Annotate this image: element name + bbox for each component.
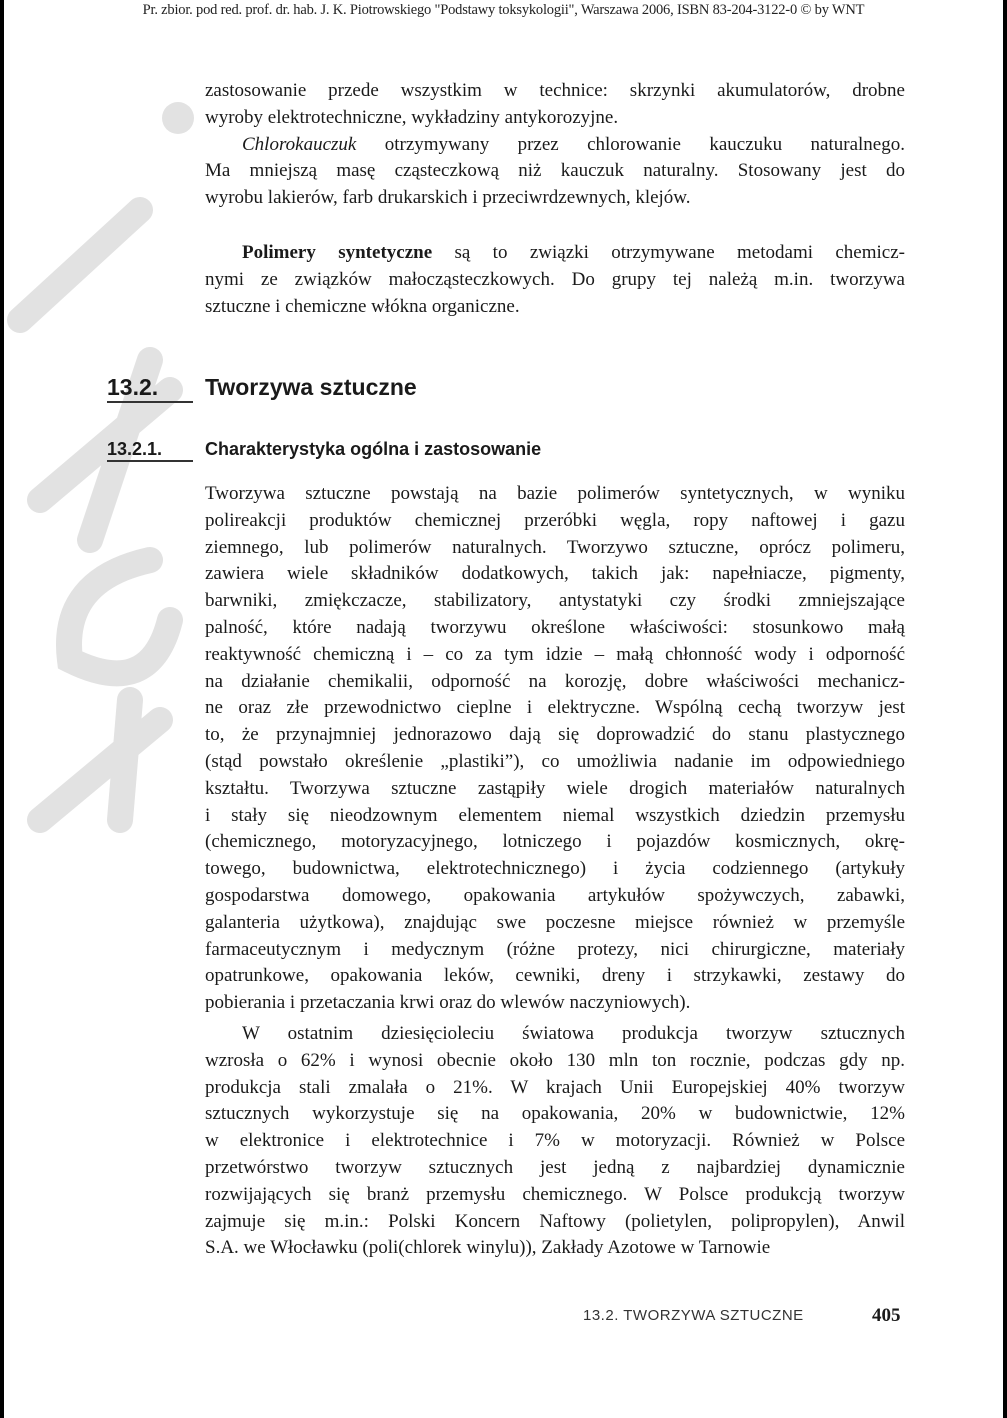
paragraph: [205, 481, 905, 1017]
text-line: nymi ze związków małocząsteczkowych. Do grupy tej należą m.in. tworzywa: [205, 268, 905, 290]
section-heading: [107, 374, 417, 403]
text-line: zajmuje się m.in.: Polski Koncern Naftowy (polietylen, polipropylen), Anwil: [205, 1210, 905, 1232]
page-header: Pr. zbior. pod red. prof. dr. hab. J. K. Piotrowskiego "Podstawy toksykologii", Warszawa 2006, ISBN 83-204-3122-0 © by WNT: [142, 2, 865, 18]
text-line: sztuczne i chemiczne włókna organiczne.: [205, 295, 520, 317]
text-line: sztucznych wykorzystuje się na opakowania, 20% w budownictwie, 12%: [205, 1103, 905, 1125]
text-line: towego, budownictwa, elektrotechnicznego) i życia codziennego (artykuły: [205, 858, 905, 880]
text-line: w elektronice i elektrotechnice i 7% w motoryzacji. Również w Polsce: [205, 1130, 905, 1152]
text-line: palność, które nadają tworzywu określone właściwości: stosunkowo małą: [205, 616, 905, 638]
text-line: Tworzywa sztuczne powstają na bazie polimerów syntetycznych, w wyniku: [205, 483, 905, 504]
paragraph: [205, 78, 905, 212]
text-line: na działanie chemikalii, odporność na korozję, dobre właściwości mechanicz-: [205, 670, 905, 692]
text-line: farmaceutycznym i medycznym (różne protezy, nici chirurgiczne, materiały: [205, 938, 905, 960]
page-number: 405: [872, 1305, 901, 1326]
text-line: (stąd powstało określenie „plastiki”), co umożliwia nadanie im odpowiedniego: [205, 750, 905, 772]
text-line: rozwijających się branż przemysłu chemicznego. W Polsce produkcją tworzyw: [205, 1183, 905, 1205]
subsection-heading: [107, 439, 542, 462]
italic-term: Chlorokauczuk: [242, 133, 357, 155]
text-line: zawiera wiele składników dodatkowych, takich jak: napełniacze, pigmenty,: [205, 563, 905, 585]
text-line: wzrosła o 62% i wynosi obecnie około 130 mln ton rocznie, podczas gdy np.: [205, 1049, 905, 1071]
paragraph: [205, 1021, 905, 1262]
text-line: pobierania i przetaczania krwi oraz do wlewów naczyniowych).: [205, 992, 691, 1014]
section-title: Tworzywa sztuczne: [205, 374, 417, 400]
running-title: 13.2. TWORZYWA SZTUCZNE: [583, 1307, 804, 1324]
text-line: (chemicznego, motoryzacyjnego, lotniczego i pojazdów kosmicznych, okrę-: [205, 831, 905, 853]
text-fragment: otrzymywany przez chlorowanie kauczuku naturalnego.: [356, 133, 905, 155]
text-line: i stały się nieodzownym elementem niemal wszystkich dziedzin przemysłu: [205, 804, 905, 826]
text-line: zastosowanie przede wszystkim w technice: skrzynki akumulatorów, drobne: [205, 80, 905, 101]
text-line: S.A. we Włocławku (poli(chlorek winylu)), Zakłady Azotowe w Tarnowie: [205, 1237, 771, 1259]
text-line: Ma mniejszą masę cząsteczkową niż kauczuk naturalny. Stosowany jest do: [205, 160, 905, 182]
text-line: to, że przynajmniej jednorazowo dają się doprowadzić do stanu plastycznego: [205, 724, 905, 746]
text-line: galanteria użytkowa), znajdując swe poczesne miejsce również w przemyśle: [205, 911, 905, 933]
text-line: [205, 240, 905, 267]
text-line: polireakcji produktów chemicznej przeróbki węgla, ropy naftowej i gazu: [205, 509, 905, 531]
text-line: ne oraz złe przewodnictwo cieplne i elektryczne. Wspólną cechą tworzyw jest: [205, 697, 905, 719]
text-line: ziemnego, lub polimerów naturalnych. Tworzywo sztuczne, oprócz polimeru,: [205, 536, 905, 558]
text-line: produkcja stali zmalała o 21%. W krajach Unii Europejskiej 40% tworzyw: [205, 1076, 905, 1098]
text-line: barwniki, zmiękczacze, stabilizatory, antystatyki czy środki zmniejszające: [205, 590, 905, 612]
text-line: wyroby elektrotechniczne, wykładziny antykorozyjne.: [205, 106, 619, 128]
bold-term: Polimery syntetyczne: [242, 242, 433, 263]
text-line: kształtu. Tworzywa sztuczne zastąpiły wiele drogich materiałów naturalnych: [205, 777, 905, 799]
text-line: [205, 132, 905, 159]
text-fragment: są to związki otrzymywane metodami chemicz-: [432, 242, 905, 263]
paragraph: [205, 240, 905, 320]
text-line: opatrunkowe, opakowania leków, cewniki, dreny i strzykawki, zestawy do: [205, 965, 905, 987]
subsection-title: Charakterystyka ogólna i zastosowanie: [205, 439, 542, 459]
text-line: W ostatnim dziesięcioleciu światowa produkcja tworzyw sztucznych: [242, 1023, 905, 1044]
right-border: [1003, 0, 1007, 1418]
section-number: 13.2.: [107, 374, 193, 403]
text-line: wyrobu lakierów, farb drukarskich i przeciwrdzewnych, klejów.: [205, 187, 691, 209]
text-line: przetwórstwo tworzyw sztucznych jest jedną z najbardziej dynamicznie: [205, 1156, 905, 1178]
subsection-number: 13.2.1.: [107, 439, 193, 462]
text-line: reaktywność chemiczną i – co za tym idzie – małą chłonność wody i odporność: [205, 643, 905, 665]
text-line: gospodarstwa domowego, opakowania artykułów spożywczych, zabawki,: [205, 884, 905, 906]
